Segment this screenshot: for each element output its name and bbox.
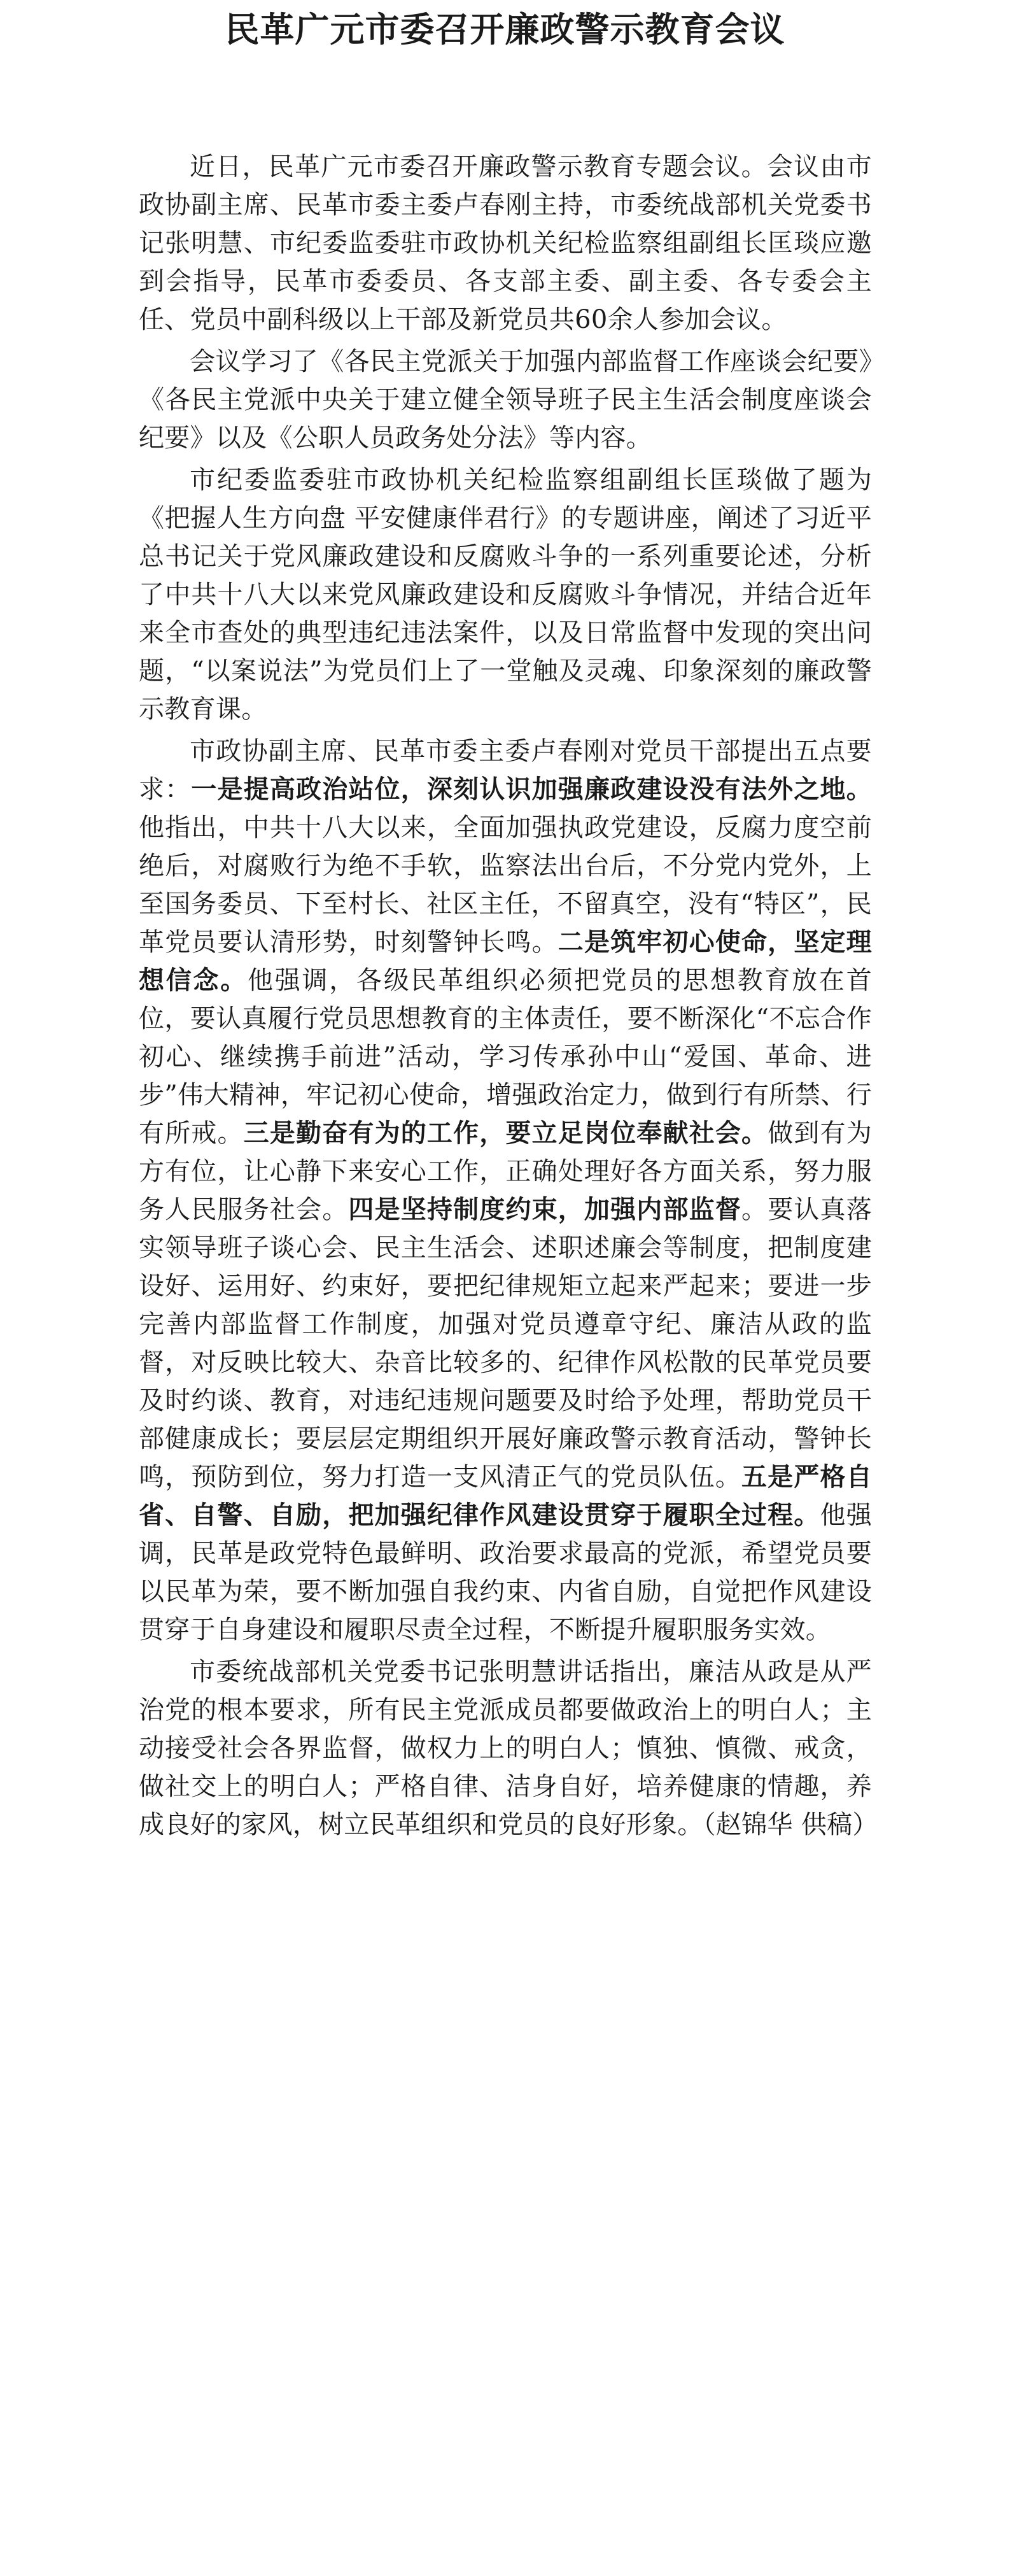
paragraph-text: 市委统战部机关党委书记张明慧讲话指出，廉洁从政是从严治党的根本要求，所有民主党派成员都要做政治上的明白人；主动接受社会各界监督，做权力上的明白人；慎独、慎微、戒贪，做社交上的明白人；严格自律、洁身自好，培养健康的情趣，养成良好的家风，树立民革组织和党员的良好形象。（赵锦华 供稿） <box>139 1657 878 1839</box>
paragraph-text: 他强调，各级民革组织必须把党员的思想教育放在首位，要认真履行党员思想教育的主体责任，要不断深化“不忘合作初心、继续携手前进”活动，学习传承孙中山“爱国、革命、进步”伟大精神，牢记初心使命，增强政治定力，做到行有所禁、行有所戒。 <box>139 966 872 1148</box>
paragraph-text: 市政协副主席、民革市委主委卢春刚对党员干部提出五点要求： <box>139 737 872 804</box>
emphasis-point-1: 一是提高政治站位，深刻认识加强廉政建设没有法外之地。 <box>191 774 872 804</box>
article-title: 民革广元市委召开廉政警示教育会议 <box>225 9 785 50</box>
paragraph-text: 近日，民革广元市委召开廉政警示教育专题会议。会议由市政协副主席、民革市委主委卢春刚主持，市委统战部机关党委书记张明慧、市纪委监委驻市政协机关纪检监察组副组长匡琰应邀到会指导，民革市委委员、各支部主委、副主委、各专委会主任、党员中副科级以上干部及新党员共60余人参加会议。 <box>139 152 872 334</box>
emphasis-point-3: 三是勤奋有为的工作，要立足岗位奉献社会。 <box>243 1118 768 1148</box>
emphasis-point-2: 二是筑牢初心使命，坚定理想信念。 <box>139 927 872 995</box>
paragraph-text: 做到有为方有位，让心静下来安心工作，正确处理好各方面关系，努力服务人民服务社会。 <box>139 1119 873 1224</box>
article-body <box>139 148 878 1844</box>
paragraph-text: 。要认真落实领导班子谈心会、民主生活会、述职述廉会等制度，把制度建设好、运用好、约束好，要把纪律规矩立起来严起来；要进一步完善内部监督工作制度，加强对党员遵章守纪、廉洁从政的监督，对反映比较大、杂音比较多的、纪律作风松散的民革党员要及时约谈、教育，对违纪违规问题要及时给予处理，帮助党员干部健康成长；要层层定期组织开展好廉政警示教育活动，警钟长鸣，预防到位，努力打造一支风清正气的党员队伍。 <box>139 1195 872 1492</box>
paragraph <box>139 148 872 339</box>
paragraph <box>139 732 872 1649</box>
paragraph-text: 他指出，中共十八大以来，全面加强执政党建设，反腐力度空前绝后，对腐败行为绝不手软，监察法出台后，不分党内党外，上至国务委员、下至村长、社区主任，不留真空，没有“特区”，民革党员要认清形势，时刻警钟长鸣。 <box>139 813 872 957</box>
paragraph-text: 会议学习了《各民主党派关于加强内部监督工作座谈会纪要》《各民主党派中央关于建立健全领导班子民主生活会制度座谈会纪要》以及《公职人员政务处分法》等内容。 <box>139 347 872 453</box>
paragraph <box>139 343 872 457</box>
paragraph-text: 他强调，民革是政党特色最鲜明、政治要求最高的党派，希望党员要以民革为荣，要不断加强自我约束、内省自励，自觉把作风建设贯穿于自身建设和履职尽责全过程，不断提升履职服务实效。 <box>139 1501 872 1645</box>
emphasis-point-4: 四是坚持制度约束，加强内部监督 <box>348 1194 741 1224</box>
emphasis-point-5: 五是严格自省、自警、自励，把加强纪律作风建设贯穿于履职全过程。 <box>139 1462 872 1530</box>
paragraph <box>139 461 872 728</box>
paragraph-text: 市纪委监委驻市政协机关纪检监察组副组长匡琰做了题为《把握人生方向盘 平安健康伴君行》的专题讲座，阐述了习近平总书记关于党风廉政建设和反腐败斗争的一系列重要论述，分析了中共十八大以来党风廉政建设和反腐败斗争情况，并结合近年来全市查处的典型违纪违法案件，以及日常监督中发现的突出问题，“以案说法”为党员们上了一堂触及灵魂、印象深刻的廉政警示教育课。 <box>139 465 872 724</box>
paragraph <box>139 1653 878 1844</box>
